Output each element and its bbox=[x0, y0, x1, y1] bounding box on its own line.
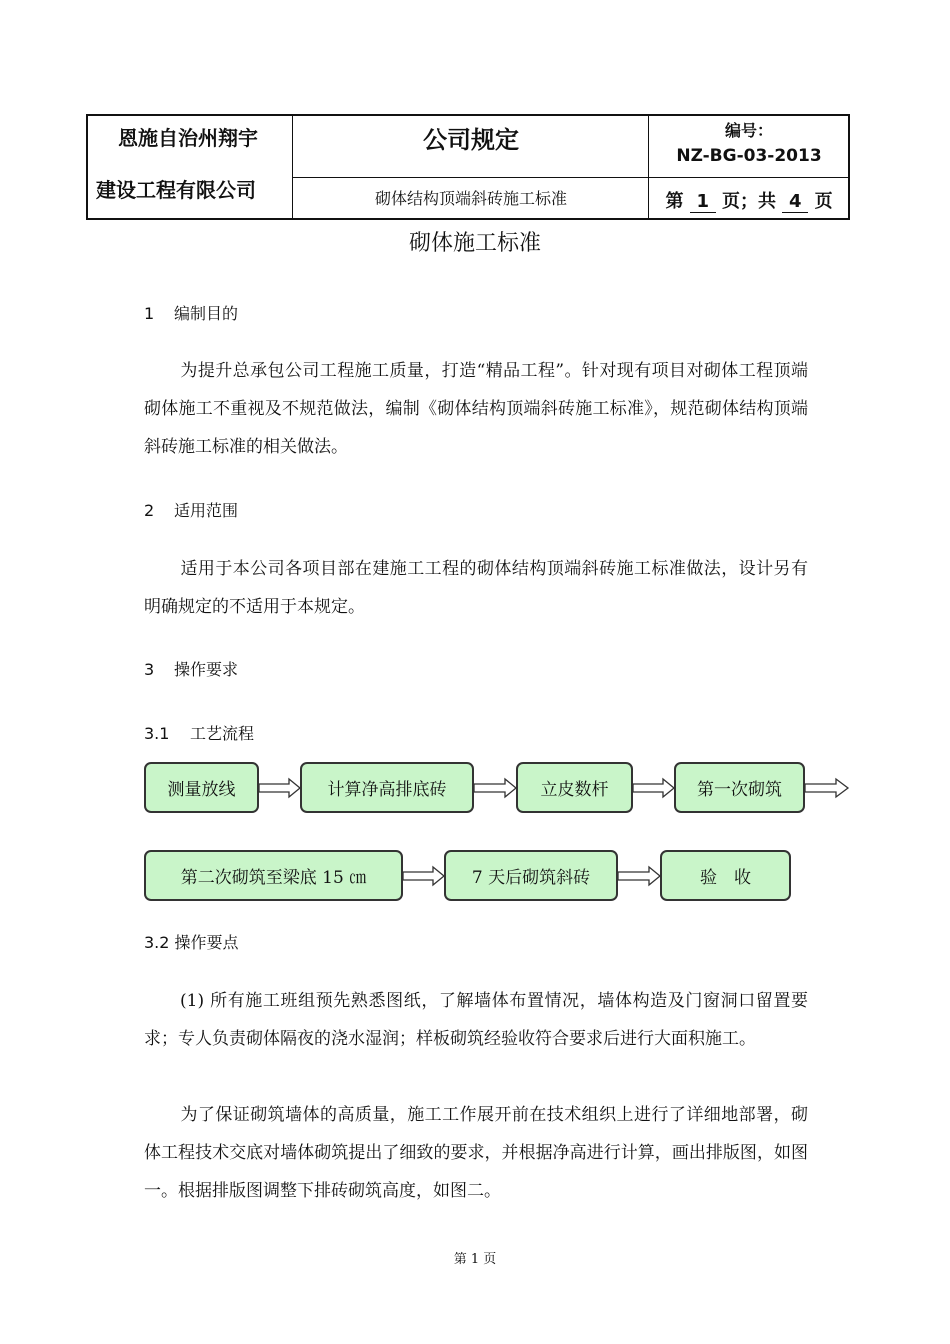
flow-step: 立皮数杆 bbox=[516, 762, 633, 813]
section-title: 编制目的 bbox=[174, 304, 239, 323]
code-value: NZ-BG-03-2013 bbox=[676, 146, 822, 166]
section-number: 2 bbox=[144, 501, 155, 520]
flow-step: 第一次砌筑 bbox=[674, 762, 805, 813]
paragraph-text: 为提升总承包公司工程施工质量，打造“精品工程”。针对现有项目对砌体工程顶端砌体施工不重视及不规范做法，编制《砌体结构顶端斜砖施工标准》，规范砌体结构顶端斜砖施工标准的相关做法。 bbox=[144, 361, 808, 457]
page-mid: 页；共 bbox=[722, 191, 776, 212]
arrow-right-icon bbox=[618, 867, 660, 885]
page-prefix: 第 bbox=[665, 191, 684, 212]
subsection-heading: 3.2 操作要点 bbox=[144, 933, 239, 952]
arrow-right-icon bbox=[403, 867, 444, 885]
paragraph-text: 适用于本公司各项目部在建施工工程的砌体结构顶端斜砖施工标准做法，设计另有明确规定的不适用于本规定。 bbox=[144, 559, 808, 617]
section-title: 操作要求 bbox=[174, 660, 239, 679]
code-label: 编号： bbox=[724, 121, 773, 140]
paragraph bbox=[144, 982, 808, 1058]
flow-step: 验 收 bbox=[660, 850, 791, 901]
flow-step: 计算净高排底砖 bbox=[300, 762, 474, 813]
paragraph-text: 为了保证砌筑墙体的高质量，施工工作展开前在技术组织上进行了详细地部署，砌体工程技术交底对墙体砌筑提出了细致的要求，并根据净高进行计算，画出排版图，如图一。根据排版图调整下排砖砌筑高度，如图二。 bbox=[144, 1105, 808, 1201]
regulation-subtitle: 砌体结构顶端斜砖施工标准 bbox=[374, 189, 567, 208]
regulation-title: 公司规定 bbox=[423, 126, 519, 154]
company-name-line2: 建设工程有限公司 bbox=[96, 178, 256, 202]
company-name-line1: 恩施自治州翔宇 bbox=[118, 126, 258, 150]
arrow-right-icon bbox=[805, 779, 848, 797]
paragraph bbox=[144, 1096, 808, 1210]
section-number: 3 bbox=[144, 660, 155, 679]
paragraph-text: (1) 所有施工班组预先熟悉图纸，了解墙体布置情况，墙体构造及门窗洞口留置要求；专人负责砌体隔夜的浇水湿润；样板砌筑经验收符合要求后进行大面积施工。 bbox=[144, 991, 808, 1049]
flow-step: 第二次砌筑至梁底 15 ㎝ bbox=[144, 850, 403, 901]
section-title: 工艺流程 bbox=[190, 724, 255, 743]
flow-step: 测量放线 bbox=[144, 762, 259, 813]
section-title: 适用范围 bbox=[174, 501, 239, 520]
page-footer: 第 1 页 bbox=[453, 1252, 497, 1267]
section-number: 3.1 bbox=[144, 724, 170, 743]
arrow-right-icon bbox=[633, 779, 674, 797]
document-title: 砌体施工标准 bbox=[408, 231, 541, 256]
arrow-right-icon bbox=[259, 779, 300, 797]
section-number: 1 bbox=[144, 304, 155, 323]
page-suffix: 页 bbox=[814, 191, 833, 212]
arrow-right-icon bbox=[474, 779, 516, 797]
page-current: 1 bbox=[690, 191, 716, 213]
page-total: 4 bbox=[782, 191, 808, 213]
flow-step: 7 天后砌筑斜砖 bbox=[444, 850, 618, 901]
